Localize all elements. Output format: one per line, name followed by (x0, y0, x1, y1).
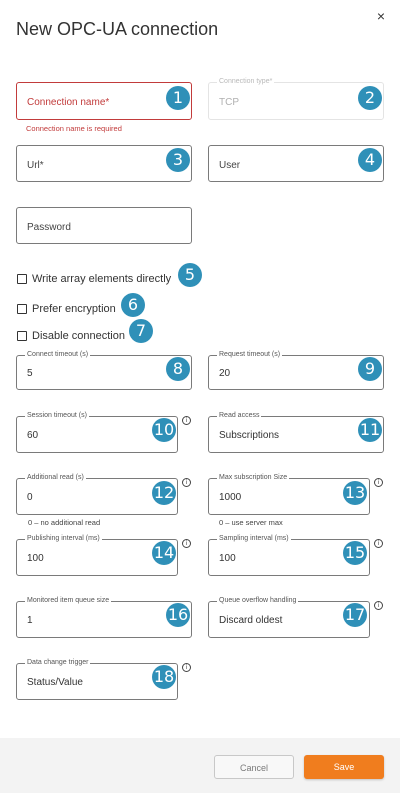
url-placeholder: Url* (27, 160, 44, 171)
connection-name-placeholder: Connection name* (27, 97, 110, 108)
additional-read-label: Additional read (s) (27, 474, 84, 481)
publishing-interval-value: 100 (27, 553, 44, 564)
save-button[interactable]: Save (304, 755, 384, 779)
sampling-interval-label: Sampling interval (ms) (219, 535, 289, 542)
user-placeholder: User (219, 160, 241, 171)
monitored-item-queue-size-label: Monitored item queue size (27, 597, 110, 604)
badge-14: 14 (152, 541, 176, 565)
read-access-select[interactable] (208, 412, 384, 453)
max-subscription-size-value: 1000 (219, 492, 242, 503)
monitored-item-queue-size-input[interactable] (16, 597, 192, 638)
connection-type-label: Connection type* (219, 78, 273, 85)
request-timeout-value: 20 (219, 368, 231, 379)
sampling-interval-info-icon[interactable]: i (374, 539, 383, 548)
badge-4: 4 (358, 148, 382, 172)
prefer-encryption-row[interactable] (17, 302, 116, 316)
badge-7: 7 (129, 319, 153, 343)
dialog-title: New OPC-UA connection (16, 19, 219, 39)
close-icon[interactable]: × (376, 8, 386, 24)
badge-2: 2 (358, 86, 382, 110)
badge-12: 12 (152, 481, 176, 505)
publishing-interval-info-icon[interactable]: i (182, 539, 191, 548)
badge-15: 15 (343, 541, 367, 565)
badge-16: 16 (166, 603, 190, 627)
badge-3: 3 (166, 148, 190, 172)
prefer-encryption-label: Prefer encryption (32, 303, 116, 315)
additional-read-info-icon[interactable]: i (182, 478, 191, 487)
data-change-trigger-info-icon[interactable]: i (182, 663, 191, 672)
data-change-trigger-value: Status/Value (27, 677, 83, 688)
connection-type-value: TCP (219, 97, 239, 108)
connection-name-error: Connection name is required (26, 124, 122, 133)
max-subscription-size-info-icon[interactable]: i (374, 478, 383, 487)
write-array-row[interactable] (17, 272, 171, 286)
badge-18: 18 (152, 665, 176, 689)
badge-8: 8 (166, 357, 190, 381)
queue-overflow-handling-label: Queue overflow handling (219, 597, 297, 604)
queue-overflow-handling-value: Discard oldest (219, 615, 283, 626)
connect-timeout-value: 5 (27, 368, 33, 379)
connect-timeout-label: Connect timeout (s) (27, 351, 89, 358)
dialog-footer (0, 738, 400, 793)
badge-5: 5 (178, 263, 202, 287)
disable-connection-checkbox[interactable] (17, 331, 27, 341)
disable-connection-row[interactable] (17, 329, 125, 343)
data-change-trigger-label: Data change trigger (27, 659, 89, 666)
request-timeout-label: Request timeout (s) (219, 351, 281, 358)
password-input[interactable] (16, 207, 192, 244)
badge-17: 17 (343, 603, 367, 627)
write-array-checkbox[interactable] (17, 274, 27, 284)
badge-1: 1 (166, 86, 190, 110)
monitored-item-queue-size-value: 1 (27, 615, 33, 626)
prefer-encryption-checkbox[interactable] (17, 304, 27, 314)
publishing-interval-label: Publishing interval (ms) (27, 535, 100, 542)
read-access-value: Subscriptions (219, 430, 280, 441)
read-access-label: Read access (219, 412, 260, 419)
badge-6: 6 (121, 293, 145, 317)
session-timeout-value: 60 (27, 430, 39, 441)
badge-10: 10 (152, 418, 176, 442)
session-timeout-info-icon[interactable]: i (182, 416, 191, 425)
additional-read-value: 0 (27, 492, 33, 503)
sampling-interval-value: 100 (219, 553, 236, 564)
session-timeout-label: Session timeout (s) (27, 412, 87, 419)
cancel-button[interactable]: Cancel (214, 755, 294, 779)
badge-11: 11 (358, 418, 382, 442)
password-placeholder: Password (27, 222, 71, 233)
max-subscription-size-helper: 0 – use server max (219, 518, 283, 527)
badge-9: 9 (358, 357, 382, 381)
disable-connection-label: Disable connection (32, 330, 125, 342)
write-array-label: Write array elements directly (32, 273, 172, 285)
max-subscription-size-label: Max subscription Size (219, 474, 288, 481)
queue-overflow-handling-info-icon[interactable]: i (374, 601, 383, 610)
additional-read-helper: 0 – no additional read (28, 518, 101, 527)
badge-13: 13 (343, 481, 367, 505)
